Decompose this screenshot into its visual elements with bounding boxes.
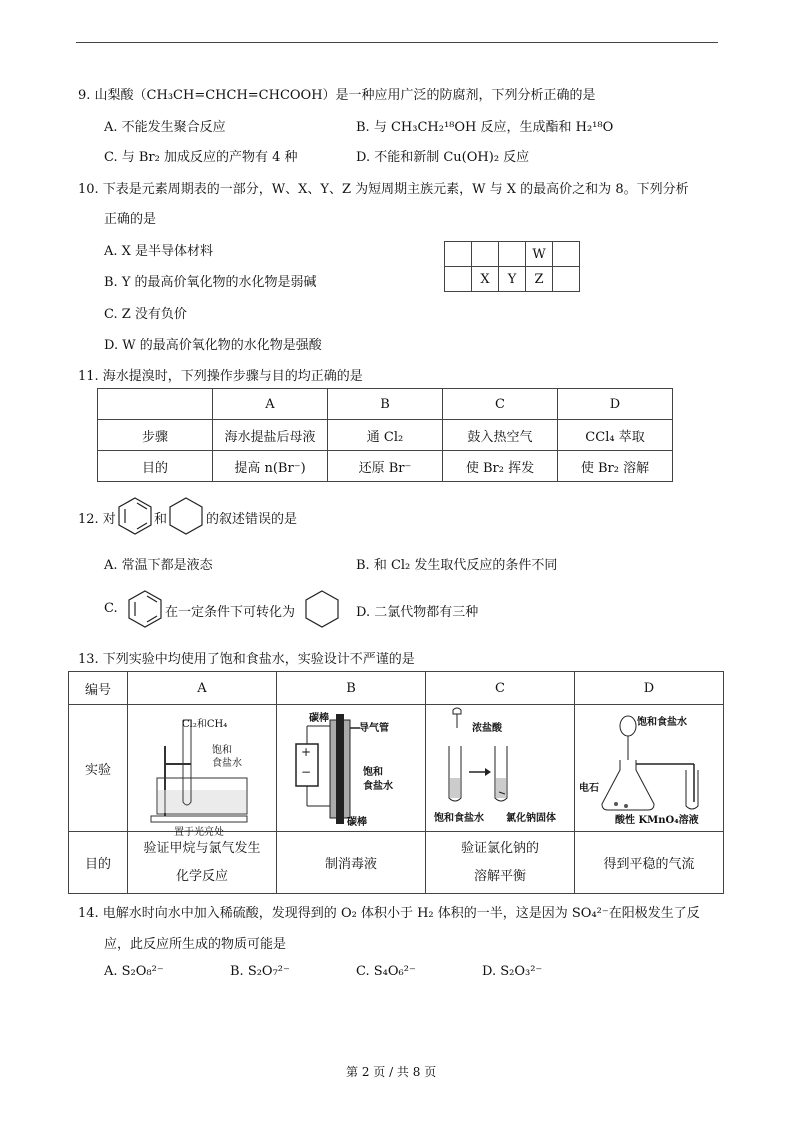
experiment-b-diagram (277, 705, 426, 832)
q11-cell: 还原 Br⁻ (328, 451, 443, 482)
experiment-a-liquid-label-2: 食盐水 (212, 758, 242, 769)
q11-cell: 通 Cl₂ (328, 420, 443, 451)
q11-header-d: D (558, 389, 673, 420)
q13-table (68, 671, 724, 894)
q11-cell: 使 Br₂ 溶解 (558, 451, 673, 482)
q13-header-b: B (277, 672, 426, 705)
q9-option-c: C. 与 Br₂ 加成反应的产物有 4 种 (104, 150, 298, 165)
power-minus-sign: − (301, 765, 312, 779)
q13-row-label-experiment: 实验 (69, 705, 128, 832)
q11-header-b: B (328, 389, 443, 420)
q11-cell: 使 Br₂ 挥发 (443, 451, 558, 482)
q12-stem-a: 12. 对 (78, 512, 116, 527)
q11-cell: 提高 n(Br⁻) (213, 451, 328, 482)
q9-stem: 9. 山梨酸（CH₃CH=CHCH=CHCOOH）是一种应用广泛的防腐剂，下列分析正确的是 (78, 88, 596, 103)
q10-option-b: B. Y 的最高价氧化物的水化物是弱碱 (104, 275, 317, 290)
q10-option-a: A. X 是半导体材料 (104, 244, 214, 259)
q12-option-c-text: 在一定条件下可转化为 (165, 605, 296, 620)
q13-header-d: D (575, 672, 724, 705)
q10-stem-cont: 正确的是 (104, 212, 157, 227)
q9-option-d: D. 不能和新制 Cu(OH)₂ 反应 (356, 150, 530, 165)
experiment-d-diagram (575, 705, 724, 832)
q13-goal-c-line1: 验证氯化钠的 (460, 840, 539, 856)
q13-stem: 13. 下列实验中均使用了饱和食盐水，实验设计不严谨的是 (78, 652, 415, 667)
q14-stem-cont: 应，此反应所生成的物质可能是 (104, 937, 287, 952)
experiment-a-gas-label: Cl₂和CH₄ (182, 719, 228, 730)
experiment-d-liquid: 饱和食盐水 (637, 717, 687, 728)
experiment-b-liquid-1: 饱和 (363, 767, 383, 778)
q13-header-c: C (426, 672, 575, 705)
q11-header-blank (98, 389, 213, 420)
experiment-a-liquid-label-1: 饱和 (212, 745, 232, 756)
q11-cell: 海水提盐后母液 (213, 420, 328, 451)
q13-goal-d: 得到平稳的气流 (575, 832, 724, 894)
experiment-b-rod-bottom: 碳棒 (347, 817, 367, 828)
benzene-ring-icon (127, 589, 163, 629)
element-y: Y (499, 267, 526, 292)
header-rule (76, 42, 718, 43)
q10-option-d: D. W 的最高价氧化物的水化物是强酸 (104, 338, 322, 353)
experiment-c-right-label: 氯化钠固体 (506, 813, 556, 824)
periodic-table-fragment (444, 241, 580, 292)
q11-row-label-goal: 目的 (98, 451, 213, 482)
q12-option-d: D. 二氯代物都有三种 (356, 605, 479, 620)
q13-goal-a-line1: 验证甲烷与氯气发生 (143, 840, 261, 856)
q11-header-c: C (443, 389, 558, 420)
q9-option-b: B. 与 CH₃CH₂¹⁸OH 反应，生成酯和 H₂¹⁸O (356, 120, 614, 135)
q11-row-label-step: 步骤 (98, 420, 213, 451)
q10-option-c: C. Z 没有负价 (104, 307, 187, 322)
cyclohexane-ring-icon (168, 496, 204, 536)
q14-option-d: D. S₂O₃²⁻ (482, 964, 543, 979)
benzene-ring-icon (117, 496, 153, 536)
cyclohexane-ring-icon (304, 589, 340, 629)
experiment-a-diagram (128, 705, 277, 838)
experiment-c-left-label: 饱和食盐水 (434, 813, 484, 824)
q12-option-a: A. 常温下都是液态 (104, 558, 213, 573)
experiment-c-diagram (426, 705, 575, 832)
q13-goal-c-line2: 溶解平衡 (473, 868, 526, 884)
q14-option-a: A. S₂O₈²⁻ (104, 964, 164, 979)
experiment-d-solution: 酸性 KMnO₄溶液 (615, 815, 699, 826)
element-z: Z (526, 267, 553, 292)
experiment-b-liquid-2: 食盐水 (363, 781, 393, 792)
q14-stem: 14. 电解水时向水中加入稀硫酸，发现得到的 O₂ 体积小于 H₂ 体积的一半，这是因为 SO₄²⁻在阳极发生了反 (78, 906, 700, 921)
q13-row-label-goal: 目的 (69, 832, 128, 894)
experiment-d-solid: 电石 (579, 783, 599, 794)
q11-table (97, 388, 673, 482)
page-footer: 第 2 页 / 共 8 页 (346, 1065, 437, 1079)
q13-goal-b: 制消毒液 (277, 832, 426, 894)
q14-option-b: B. S₂O₇²⁻ (230, 964, 290, 979)
q9-option-a: A. 不能发生聚合反应 (104, 120, 226, 135)
q11-stem: 11. 海水提溴时，下列操作步骤与目的均正确的是 (78, 369, 363, 384)
q13-goal-a-line2: 化学反应 (175, 868, 228, 884)
q11-header-a: A (213, 389, 328, 420)
q13-goal-c (426, 832, 575, 894)
element-x: X (472, 267, 499, 292)
q12-option-b: B. 和 Cl₂ 发生取代反应的条件不同 (356, 558, 558, 573)
q10-stem: 10. 下表是元素周期表的一部分，W、X、Y、Z 为短周期主族元素，W 与 X 的最高价之和为 8。下列分析 (78, 182, 689, 197)
q12-option-c-prefix: C. (104, 601, 118, 616)
q11-cell: CCl₄ 萃取 (558, 420, 673, 451)
experiment-a-caption: 置于光亮处 (174, 827, 224, 838)
q13-goal-a (128, 832, 277, 894)
q12-stem-b: 和 (154, 512, 168, 527)
power-plus-sign: + (301, 745, 312, 759)
q14-option-c: C. S₄O₆²⁻ (356, 964, 416, 979)
q13-header-a: A (128, 672, 277, 705)
q11-cell: 鼓入热空气 (443, 420, 558, 451)
experiment-b-rod-top: 碳棒 (309, 713, 329, 724)
q13-header-number: 编号 (69, 672, 128, 705)
element-w: W (526, 242, 553, 267)
q12-stem-c: 的叙述错误的是 (206, 512, 298, 527)
experiment-b-tube: 导气管 (359, 723, 389, 734)
experiment-c-acid: 浓盐酸 (472, 723, 502, 734)
